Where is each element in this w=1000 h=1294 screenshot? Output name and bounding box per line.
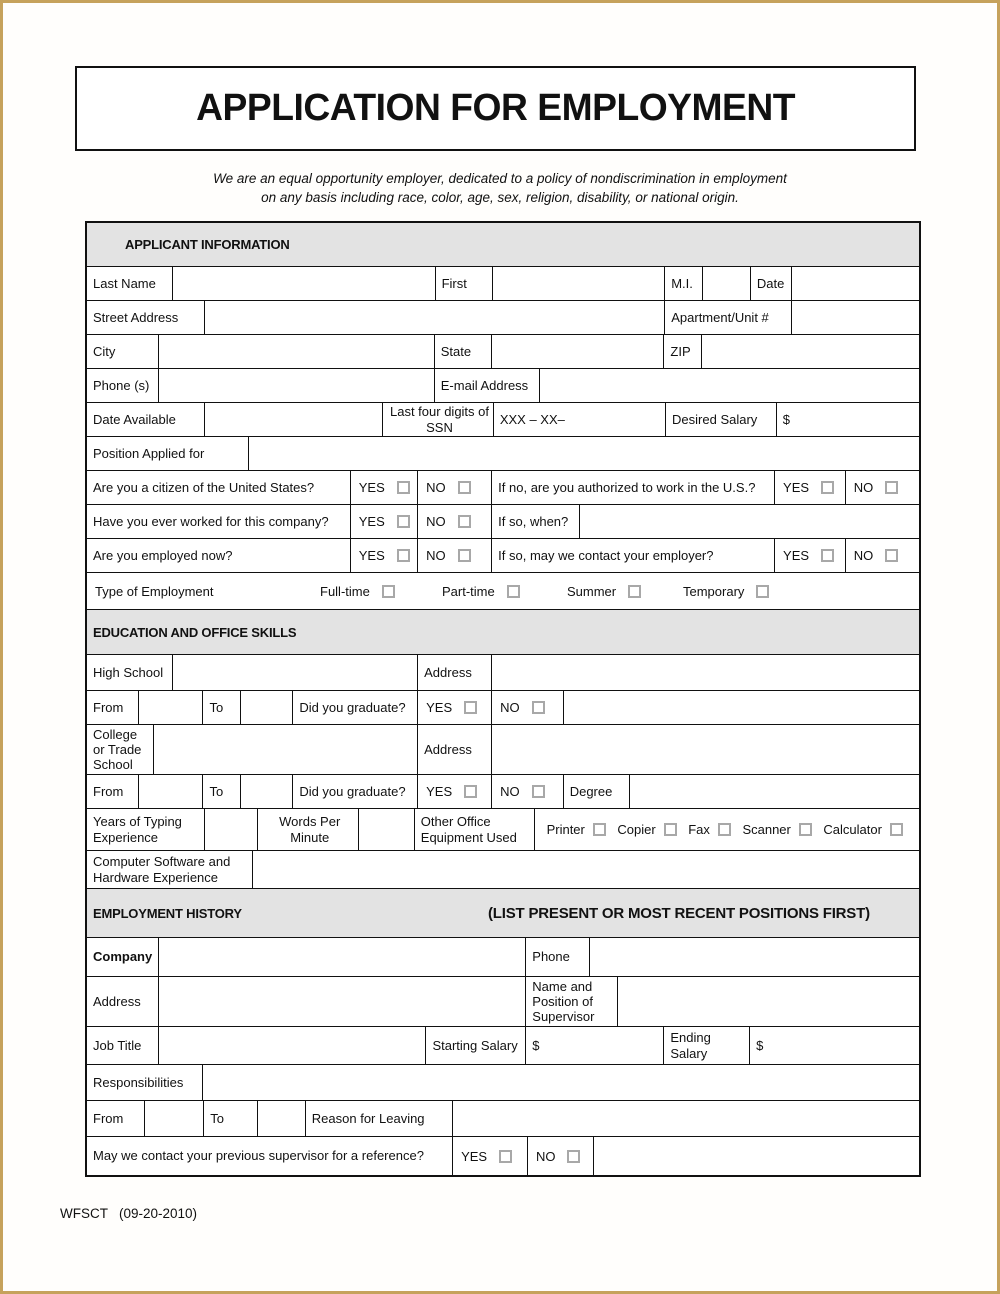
hs-graduate-label: Did you graduate? [293,691,418,724]
reference-yes-option [453,1137,528,1175]
company-label: Company [87,938,159,976]
page-title: APPLICATION FOR EMPLOYMENT [196,87,795,129]
hs-dates-empty-cell [564,691,919,724]
supervisor-label: Name and Position of Supervisor [526,977,618,1026]
college-address-input[interactable] [492,725,919,774]
zip-input[interactable] [702,335,919,368]
authorized-question-label: If no, are you authorized to work in the U.S.? [492,471,775,504]
desired-salary-label: Desired Salary [666,403,777,436]
starting-salary-input[interactable] [526,1027,664,1064]
college-graduate-no-option [492,775,564,808]
yes-label: YES [358,480,385,495]
copier-checkbox[interactable] [664,823,677,836]
fulltime-option [320,573,395,609]
citizen-question-label: Are you a citizen of the United States? [87,471,351,504]
college-dates-row [87,775,919,809]
scanner-label: Scanner [742,822,791,837]
citizen-yes-option [351,471,418,504]
calculator-option [823,822,903,837]
apartment-label: Apartment/Unit # [665,301,791,334]
worked-yes-checkbox[interactable] [397,515,410,528]
hs-graduate-yes-option [418,691,492,724]
computer-experience-row [87,851,919,889]
employment-type-label: Type of Employment [95,583,214,599]
words-per-minute-label: Words Per Minute [258,809,359,850]
job-title-row [87,1027,919,1065]
worked-yes-option [351,505,418,538]
applicant-information-title: APPLICANT INFORMATION [125,237,290,252]
reference-yes-checkbox[interactable] [499,1150,512,1163]
college-to-input[interactable] [241,775,293,808]
parttime-label: Part-time [442,583,495,599]
contact-employer-no-checkbox[interactable] [885,549,898,562]
fulltime-label: Full-time [320,583,370,599]
company-address-label: Address [87,977,159,1026]
degree-label: Degree [564,775,631,808]
intro-line-2: on any basis including race, color, age, sex, religion, disability, or national origin. [261,190,739,205]
reason-leaving-input[interactable] [453,1101,919,1136]
first-name-input[interactable] [493,267,665,300]
citizen-no-option [418,471,492,504]
reference-question-row [87,1137,919,1175]
office-equipment-options [535,809,919,850]
no-label: NO [853,548,874,563]
high-school-label: High School [87,655,173,690]
ending-salary-label: Ending Salary [664,1027,750,1064]
reference-no-option [528,1137,594,1175]
last-name-label: Last Name [87,267,173,300]
phone-row [87,369,919,403]
scanner-option [742,822,811,837]
copier-label: Copier [617,822,656,837]
company-input[interactable] [159,938,526,976]
college-from-label: From [87,775,139,808]
contact-employer-yes-checkbox[interactable] [821,549,834,562]
employment-from-label: From [87,1101,145,1136]
temporary-option [683,573,769,609]
responsibilities-row [87,1065,919,1101]
date-input[interactable] [792,267,919,300]
yes-label: YES [783,480,810,495]
reference-empty-cell [594,1137,919,1175]
college-label: College or Trade School [87,725,154,774]
ssn-mask: XXX – XX– [499,411,565,427]
fax-label: Fax [688,822,710,837]
authorized-no-option [846,471,919,504]
college-input[interactable] [154,725,418,774]
company-row [87,938,919,977]
no-label: NO [500,700,520,715]
computer-experience-input[interactable] [253,851,919,888]
authorized-yes-checkbox[interactable] [821,481,834,494]
date-available-row [87,403,919,437]
company-address-row [87,977,919,1027]
yes-label: YES [358,514,385,529]
date-available-input[interactable] [205,403,383,436]
hs-graduate-no-checkbox[interactable] [532,701,545,714]
phone-input[interactable] [159,369,434,402]
first-name-label: First [436,267,493,300]
employment-history-header [87,889,919,938]
temporary-checkbox[interactable] [756,585,769,598]
date-label: Date [751,267,792,300]
apartment-input[interactable] [792,301,919,334]
fulltime-checkbox[interactable] [382,585,395,598]
intro-line-1: We are an equal opportunity employer, dedicated to a policy of nondiscrimination in employment [213,171,787,186]
parttime-option [442,573,520,609]
summer-label: Summer [567,583,617,599]
college-row [87,725,919,775]
no-label: NO [426,480,446,495]
city-input[interactable] [159,335,434,368]
employment-from-input[interactable] [145,1101,204,1136]
high-school-address-input[interactable] [492,655,919,690]
hs-graduate-no-option [492,691,564,724]
high-school-address-label: Address [418,655,492,690]
street-address-input[interactable] [205,301,665,334]
worked-no-checkbox[interactable] [458,515,471,528]
company-phone-input[interactable] [590,938,919,976]
college-graduate-no-checkbox[interactable] [532,785,545,798]
ending-salary-dollar-sign: $ [756,1037,764,1053]
desired-salary-dollar-sign: $ [782,411,790,427]
worked-when-input[interactable] [580,505,919,538]
hs-from-label: From [87,691,139,724]
position-applied-label: Position Applied for [87,437,249,470]
middle-initial-input[interactable] [703,267,751,300]
street-row [87,301,919,335]
high-school-input[interactable] [173,655,418,690]
responsibilities-label: Responsibilities [87,1065,203,1100]
employed-question-label: Are you employed now? [87,539,351,572]
authorized-no-checkbox[interactable] [885,481,898,494]
summer-option [567,573,641,609]
worked-no-option [418,505,492,538]
college-to-label: To [203,775,240,808]
middle-initial-label: M.I. [665,267,702,300]
equal-opportunity-statement [3,169,997,207]
typing-years-label: Years of Typing Experience [87,809,205,850]
authorized-yes-option [775,471,846,504]
words-per-minute-input[interactable] [359,809,415,850]
city-row [87,335,919,369]
contact-employer-question-label: If so, may we contact your employer? [492,539,775,572]
ssn-label: Last four digits of SSN [383,403,494,436]
employed-question-row [87,539,919,573]
calculator-checkbox[interactable] [890,823,903,836]
reference-no-checkbox[interactable] [567,1150,580,1163]
education-section-title: EDUCATION AND OFFICE SKILLS [93,624,297,640]
employed-no-option [418,539,492,572]
hs-graduate-yes-checkbox[interactable] [464,701,477,714]
worked-question-row [87,505,919,539]
employed-yes-checkbox[interactable] [397,549,410,562]
college-from-input[interactable] [139,775,203,808]
job-title-input[interactable] [159,1027,426,1064]
company-address-input[interactable] [159,977,526,1026]
hs-to-input[interactable] [241,691,293,724]
yes-label: YES [426,700,453,715]
street-address-label: Street Address [87,301,205,334]
email-input[interactable] [540,369,919,402]
ssn-last-four-input[interactable] [494,403,666,436]
printer-label: Printer [546,822,585,837]
college-address-label: Address [418,725,492,774]
no-label: NO [426,548,446,563]
printer-option [547,822,606,837]
company-phone-label: Phone [526,938,590,976]
employment-history-title: EMPLOYMENT HISTORY [93,905,242,921]
college-graduate-yes-option [418,775,492,808]
reason-leaving-label: Reason for Leaving [306,1101,453,1136]
yes-label: YES [783,548,810,563]
high-school-dates-row [87,691,919,725]
computer-experience-label: Computer Software and Hardware Experience [87,851,253,888]
contact-employer-no-option [846,539,919,572]
applicant-information-header [87,223,919,267]
position-row [87,437,919,471]
citizen-question-row [87,471,919,505]
office-equipment-label: Other Office Equipment Used [415,809,535,850]
yes-label: YES [426,784,453,799]
worked-question-label: Have you ever worked for this company? [87,505,351,538]
employment-dates-row [87,1101,919,1137]
title-box [75,66,916,151]
summer-checkbox[interactable] [628,585,641,598]
hs-to-label: To [203,691,240,724]
starting-salary-label: Starting Salary [426,1027,526,1064]
no-label: NO [426,514,446,529]
application-form-table [85,221,921,1177]
state-input[interactable] [492,335,664,368]
citizen-yes-checkbox[interactable] [397,481,410,494]
college-graduate-label: Did you graduate? [293,775,418,808]
yes-label: YES [461,1148,488,1164]
parttime-checkbox[interactable] [507,585,520,598]
state-label: State [435,335,492,368]
responsibilities-input[interactable] [203,1065,919,1100]
email-label: E-mail Address [435,369,541,402]
contact-employer-yes-option [775,539,846,572]
employment-type-row [87,573,919,610]
worked-when-label: If so, when? [492,505,580,538]
reference-question-label: May we contact your previous supervisor for a reference? [87,1137,453,1175]
job-title-label: Job Title [87,1027,159,1064]
name-row [87,267,919,301]
no-label: NO [535,1148,556,1164]
zip-label: ZIP [664,335,701,368]
starting-salary-dollar-sign: $ [532,1037,540,1053]
calculator-label: Calculator [823,822,882,837]
employment-to-input[interactable] [258,1101,305,1136]
employment-to-label: To [204,1101,258,1136]
copier-option [617,822,676,837]
typing-equipment-row [87,809,919,851]
degree-input[interactable] [630,775,919,808]
typing-years-input[interactable] [205,809,258,850]
form-footer-code: WFSCT (09-20-2010) [60,1206,198,1221]
scanner-checkbox[interactable] [799,823,812,836]
employed-no-checkbox[interactable] [458,549,471,562]
high-school-row [87,655,919,691]
printer-checkbox[interactable] [593,823,606,836]
college-graduate-yes-checkbox[interactable] [464,785,477,798]
fax-option [688,822,731,837]
no-label: NO [500,784,520,799]
city-label: City [87,335,159,368]
citizen-no-checkbox[interactable] [458,481,471,494]
ending-salary-input[interactable] [750,1027,919,1064]
supervisor-input[interactable] [618,977,919,1026]
phone-label: Phone (s) [87,369,159,402]
date-available-label: Date Available [87,403,205,436]
education-section-header [87,610,919,655]
employed-yes-option [351,539,418,572]
position-applied-input[interactable] [249,437,919,470]
yes-label: YES [358,548,385,563]
temporary-label: Temporary [683,583,745,599]
last-name-input[interactable] [173,267,436,300]
desired-salary-input[interactable] [777,403,919,436]
no-label: NO [853,480,874,495]
fax-checkbox[interactable] [718,823,731,836]
employment-history-subtitle: (LIST PRESENT OR MOST RECENT POSITIONS FIRST) [488,904,870,922]
hs-from-input[interactable] [139,691,203,724]
